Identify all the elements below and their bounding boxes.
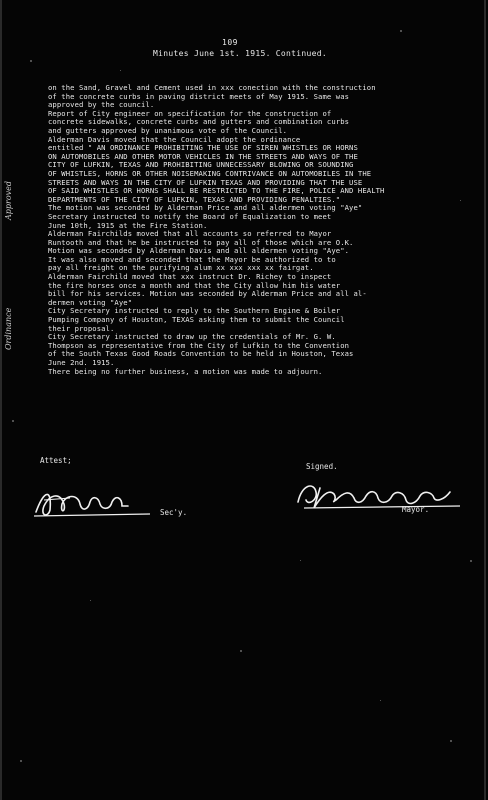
text-line: of the concrete curbs in paving district meets of May 1915. Same was: [48, 92, 350, 101]
scan-speck: [20, 760, 22, 762]
scan-speck: [380, 700, 381, 701]
scan-speck: [300, 560, 301, 561]
text-line: and gutters approved by unanimous vote of the Council.: [48, 126, 288, 135]
mayor-signature: [294, 478, 464, 514]
document-page: 109 Minutes June 1st. 1915. Continued. Approved Ordinance on the Sand, Gravel and Cement used in xxx conection with the construction of the concrete curbs in paving district meets of May 1915. Same was approved by the council. Report of City engineer on specification for the construction of concrete sidewalks, concrete curbs and gutters and combination curbs and gutters approved by unanimous vote of the Council. Alderman Davis moved that the Council adopt the ordinance entitled " AN ORDINANCE PROHIBITING THE USE OF SIREN WHISTLES OR HORNS ON AUTOMOBILES AND OTHER MOTOR VEHICLES IN THE STREETS AND WAYS OF THE CITY OF LUFKIN, TEXAS AND PROHIBITING UNNECESSARY BLOWING OR SOUNDING OF WHISTLES, HORNS OR OTHER NOISEMAKING CONTRIVANCE ON AUTOMOBILES IN THE STREETS AND WAYS IN THE CITY OF LUFKIN TEXAS AND PROVIDING THAT THE USE OF SAID WHISTLES OR HORNS SHALL BE RESTRICTED TO THE FIRE, POLICE AND HEALTH DEPARTMENTS OF THE CITY OF LUFKIN, TEXAS AND PROVIDING PENALTIES." The motion was seconded by Alderman Price and all aldermen voting "Aye" Secretary instructed to notify the Board of Equalization to meet June 10th, 1915 at the Fire Station. Alderman Fairchilds moved that all accounts so referred to Mayor Runtooth and that he be instructed to pay all of those which are O.K. Motion was seconded by Alderman Davis and all aldermen voting "Aye". It was also moved and seconded that the Mayor be authorized to to pay all freight on the purifying alum xx xxx xxx xx fairgat. Alderman Fairchild moved that xxx instruct Dr. Richey to inspect the fire horses once a month and that the City allow him his water bill for his services. Motion was seconded by Alderman Price and all al- dermen voting "Aye" City Secretary instructed to reply to the Southern Engine & Boiler Pumping Company of Houston, TEXAS asking them to submit the Council their proposal. City Secretary instructed to draw up the credentials of Mr. G. W. Thompson as representative from the City of Lufkin to the Convention of the South Texas Good Roads Convention to be held in Houston, Texas June 2nd. 1915. There being no further business, a motion was made to adjourn. Attest; Signed. Sec'y. Mayor.: [0, 0, 488, 800]
text-line: Motion was seconded by Alderman Davis and all aldermen voting "Aye".: [48, 247, 350, 256]
text-line: their proposal.: [48, 324, 115, 333]
text-line: STREETS AND WAYS IN THE CITY OF LUFKIN TEXAS AND PROVIDING THAT THE USE: [48, 178, 363, 187]
text-line: June 2nd. 1915.: [48, 359, 115, 367]
scan-speck: [90, 600, 91, 601]
page-number: 109: [222, 38, 238, 47]
text-line: CITY OF LUFKIN, TEXAS AND PROHIBITING UNNECESSARY BLOWING OR SOUNDING: [48, 161, 354, 170]
attest-label: Attest;: [40, 456, 72, 465]
text-line: Alderman Fairchilds moved that all accounts so referred to Mayor: [48, 230, 332, 239]
text-line: the fire horses once a month and that the City allow him his water: [48, 281, 341, 290]
text-line: The motion was seconded by Alderman Price and all aldermen voting "Aye": [48, 204, 363, 213]
text-line: Alderman Fairchild moved that xxx instruct Dr. Richey to inspect: [48, 273, 332, 282]
text-line: pay all freight on the purifying alum xx xxx xxx xx fairgat.: [48, 264, 314, 273]
left-edge-mark: [0, 0, 2, 800]
text-line: dermen voting "Aye": [48, 298, 133, 307]
scan-speck: [30, 60, 32, 62]
text-line: Secretary instructed to notify the Board of Equalization to meet: [48, 212, 332, 221]
scan-speck: [450, 740, 452, 742]
minutes-body: [48, 84, 476, 376]
text-line: of the South Texas Good Roads Convention to be held in Houston, Texas: [48, 350, 354, 359]
scan-speck: [460, 200, 461, 201]
text-line: ON AUTOMOBILES AND OTHER MOTOR VEHICLES IN THE STREETS AND WAYS OF THE: [48, 152, 358, 161]
text-line: Thompson as representative from the City of Lufkin to the Convention: [48, 341, 350, 350]
scan-speck: [120, 70, 121, 71]
text-line: OF SAID WHISTLES OR HORNS SHALL BE RESTRICTED TO THE FIRE, POLICE AND HEALTH: [48, 187, 385, 196]
text-line: Report of City engineer on specification for the construction of: [48, 109, 332, 118]
text-line: DEPARTMENTS OF THE CITY OF LUFKIN, TEXAS AND PROVIDING PENALTIES.": [48, 195, 341, 204]
secretary-signature: [30, 480, 160, 522]
text-line: Pumping Company of Houston, TEXAS asking them to submit the Council: [48, 316, 345, 325]
scan-speck: [240, 650, 242, 652]
text-line: There being no further business, a motion was made to adjourn.: [48, 367, 323, 376]
text-line: June 10th, 1915 at the Fire Station.: [48, 221, 208, 230]
text-line: OF WHISTLES, HORNS OR OTHER NOISEMAKING CONTRIVANCE ON AUTOMOBILES IN THE: [48, 169, 372, 178]
signed-label: Signed.: [306, 462, 338, 471]
text-line: It was also moved and seconded that the Mayor be authorized to to: [48, 255, 336, 264]
text-line: on the Sand, Gravel and Cement used in xxx conection with the construction: [48, 84, 376, 92]
scan-speck: [12, 420, 14, 422]
text-line: Runtooth and that he be instructed to pay all of those which are O.K.: [48, 238, 354, 247]
mayor-title: Mayor.: [402, 505, 430, 514]
text-line: approved by the council.: [48, 101, 155, 110]
text-line: Alderman Davis moved that the Council adopt the ordinance: [48, 135, 301, 144]
text-line: City Secretary instructed to reply to the Southern Engine & Boiler: [48, 307, 341, 316]
text-line: bill for his services. Motion was seconded by Alderman Price and all al-: [48, 290, 367, 299]
right-edge-mark: [484, 0, 486, 800]
text-line: entitled " AN ORDINANCE PROHIBITING THE USE OF SIREN WHISTLES OR HORNS: [48, 144, 358, 153]
text-line: City Secretary instructed to draw up the credentials of Mr. G. W.: [48, 333, 336, 342]
scan-speck: [470, 560, 472, 562]
secretary-title: Sec'y.: [160, 508, 188, 517]
page-heading: Minutes June 1st. 1915. Continued.: [153, 49, 327, 58]
scan-speck: [400, 30, 402, 32]
text-line: concrete sidewalks, concrete curbs and gutters and combination curbs: [48, 118, 350, 127]
